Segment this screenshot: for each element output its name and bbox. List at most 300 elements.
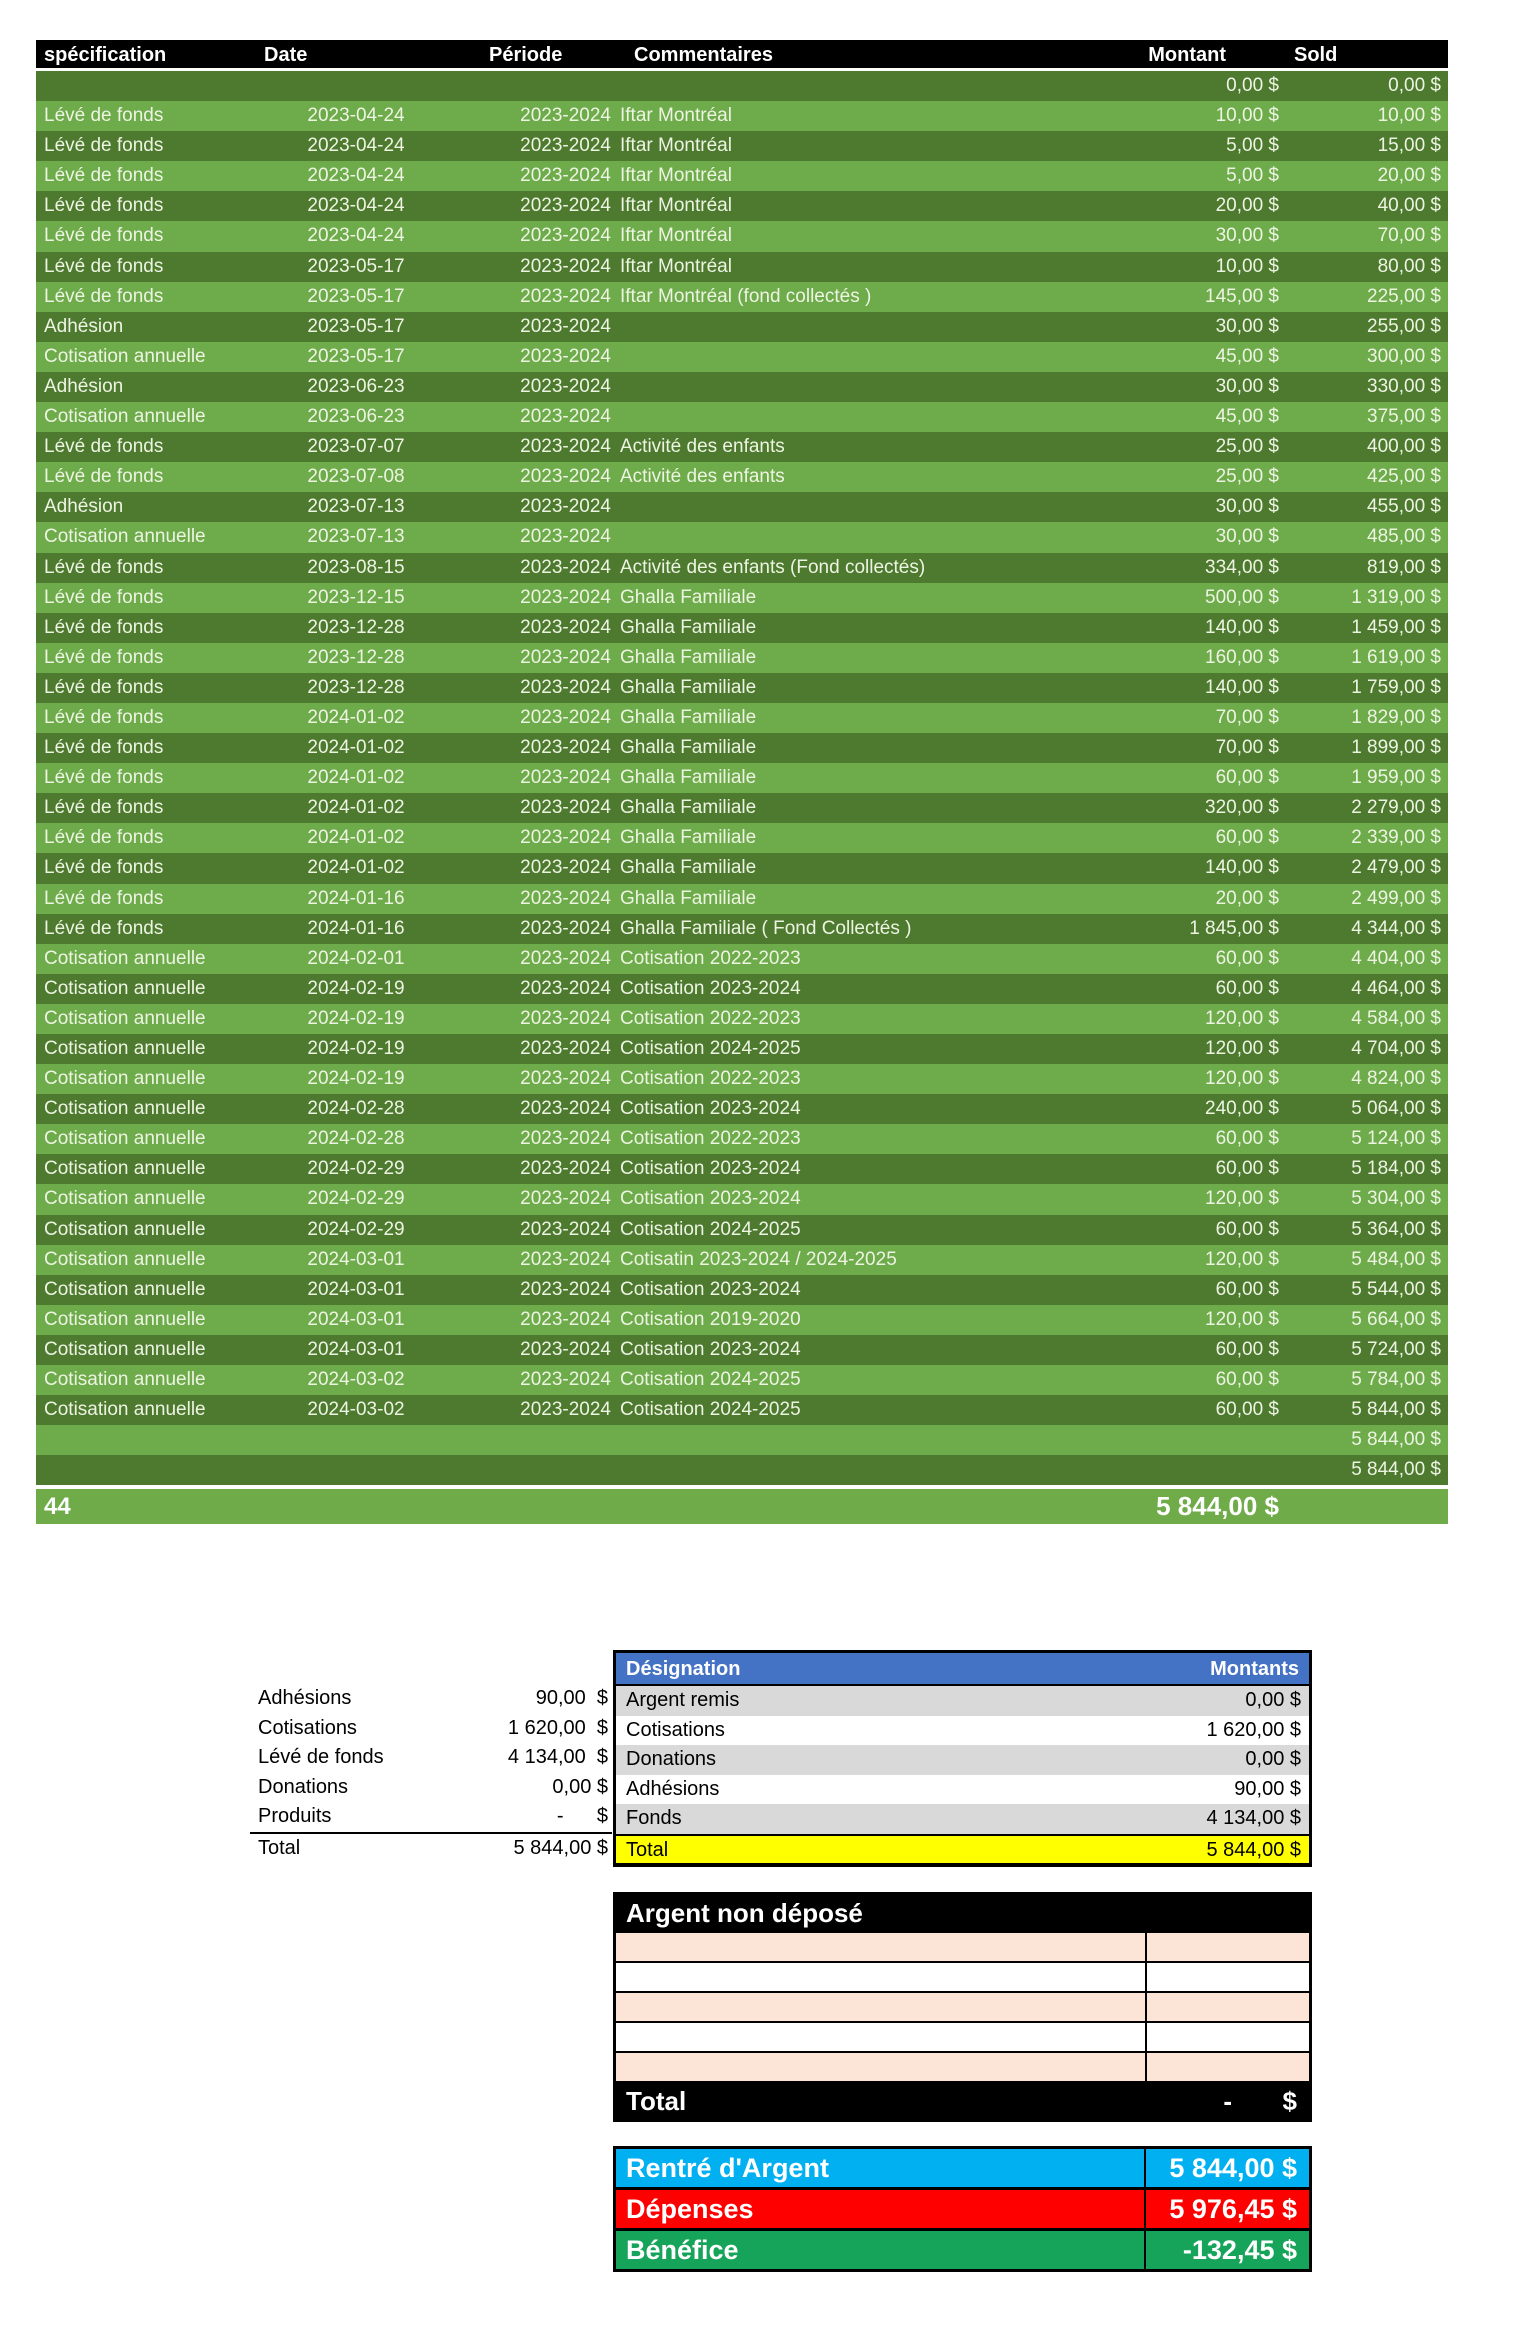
cell-sold[interactable]: 5 184,00 $ xyxy=(1351,1158,1441,1180)
summary-label[interactable]: Lévé de fonds xyxy=(258,1746,384,1768)
cell-sold[interactable]: 5 664,00 $ xyxy=(1351,1308,1441,1330)
summary-value[interactable]: 4 134,00 $ xyxy=(507,1746,608,1768)
table-row[interactable] xyxy=(36,1365,1448,1395)
table-row[interactable] xyxy=(36,613,1448,643)
designation-label[interactable]: Total xyxy=(626,1838,669,1861)
cell-commentaires[interactable]: Ghalla Familiale xyxy=(620,646,757,668)
table-row[interactable] xyxy=(36,161,1448,191)
summary-label[interactable]: Total xyxy=(258,1836,301,1859)
cell-sold[interactable]: 70,00 $ xyxy=(1377,225,1441,247)
cell-commentaires[interactable] xyxy=(616,402,1006,432)
cell-specification[interactable]: Cotisation annuelle xyxy=(44,977,206,999)
table-row[interactable] xyxy=(36,1275,1448,1305)
cell-date[interactable]: 2023-12-28 xyxy=(307,676,405,698)
cell-date[interactable]: 2024-03-02 xyxy=(307,1399,405,1421)
cell-date[interactable]: 2023-07-13 xyxy=(307,526,405,548)
header-specification[interactable]: spécification xyxy=(44,44,167,66)
cell-montant[interactable]: 500,00 $ xyxy=(1205,586,1279,608)
cell-periode[interactable]: 2023-2024 xyxy=(520,887,611,909)
cell-date[interactable]: 2023-07-07 xyxy=(307,436,405,458)
cell-periode[interactable]: 2023-2024 xyxy=(520,345,611,367)
argent-cell-description[interactable] xyxy=(616,1993,1147,2021)
table-row[interactable] xyxy=(36,1335,1448,1365)
cell-sold[interactable]: 1 759,00 $ xyxy=(1351,676,1441,698)
cell-specification[interactable]: Cotisation annuelle xyxy=(44,345,206,367)
summary-value[interactable]: 0,00 $ xyxy=(552,1775,608,1798)
cell-specification[interactable]: Cotisation annuelle xyxy=(44,1038,206,1059)
table-row[interactable] xyxy=(36,1094,1448,1124)
cell-sold[interactable]: 5 784,00 $ xyxy=(1351,1369,1441,1391)
cell-specification[interactable]: Lévé de fonds xyxy=(44,225,164,247)
cell-periode[interactable]: 2023-2024 xyxy=(520,1399,611,1421)
table-row[interactable] xyxy=(36,462,1448,492)
table-row[interactable] xyxy=(36,1455,1448,1485)
cell-date[interactable]: 2024-03-01 xyxy=(307,1278,405,1300)
cell-montant[interactable]: 30,00 $ xyxy=(1215,225,1279,247)
cell-date[interactable]: 2024-01-16 xyxy=(307,917,405,939)
cell-sold[interactable]: 5 484,00 $ xyxy=(1351,1248,1441,1270)
cell-montant[interactable]: 120,00 $ xyxy=(1205,1038,1279,1059)
cell-specification[interactable]: Cotisation annuelle xyxy=(44,406,206,428)
cell-sold[interactable]: 10,00 $ xyxy=(1377,105,1441,127)
cell-date[interactable]: 2023-05-17 xyxy=(307,285,405,307)
cell-sold[interactable]: 1 459,00 $ xyxy=(1351,616,1441,638)
cell-date[interactable]: 2023-04-24 xyxy=(307,165,405,187)
table-row[interactable] xyxy=(36,1184,1448,1214)
cell-specification[interactable]: Lévé de fonds xyxy=(44,887,164,909)
cell-specification[interactable]: Lévé de fonds xyxy=(44,646,164,668)
cell-commentaires[interactable]: Iftar Montréal xyxy=(620,225,732,247)
table-row[interactable] xyxy=(36,1154,1448,1184)
cell-sold[interactable]: 2 499,00 $ xyxy=(1351,887,1441,909)
cell-sold[interactable]: 20,00 $ xyxy=(1377,165,1441,187)
cell-sold[interactable]: 40,00 $ xyxy=(1377,195,1441,217)
cell-sold[interactable]: 2 479,00 $ xyxy=(1351,857,1441,879)
table-row[interactable] xyxy=(36,492,1448,522)
cell-commentaires[interactable]: Cotisation 2024-2025 xyxy=(620,1369,801,1391)
cell-montant[interactable]: 60,00 $ xyxy=(1215,1158,1279,1180)
table-row[interactable] xyxy=(36,583,1448,613)
table-row[interactable] xyxy=(36,372,1448,402)
grand-total[interactable]: 5 844,00 $ xyxy=(1156,1491,1279,1522)
cell-commentaires[interactable]: Iftar Montréal xyxy=(620,135,732,157)
cell-commentaires[interactable] xyxy=(616,492,1006,522)
cell-sold[interactable]: 225,00 $ xyxy=(1367,285,1441,307)
cell-montant[interactable]: 120,00 $ xyxy=(1205,1248,1279,1270)
cell-periode[interactable]: 2023-2024 xyxy=(520,436,611,458)
cell-montant[interactable]: 1 845,00 $ xyxy=(1189,917,1279,939)
row-count[interactable]: 44 xyxy=(44,1492,71,1520)
cell-periode[interactable]: 2023-2024 xyxy=(520,225,611,247)
cell-sold[interactable]: 300,00 $ xyxy=(1367,345,1441,367)
table-row[interactable] xyxy=(36,643,1448,673)
cell-periode[interactable]: 2023-2024 xyxy=(520,706,611,728)
argent-cell-amount[interactable] xyxy=(1147,2023,1309,2051)
cell-specification[interactable]: Lévé de fonds xyxy=(44,797,164,819)
cell-sold[interactable]: 255,00 $ xyxy=(1367,315,1441,337)
argent-cell-description[interactable] xyxy=(616,1963,1147,1991)
argent-cell-amount[interactable] xyxy=(1147,1963,1309,1991)
cell-montant[interactable]: 5,00 $ xyxy=(1226,135,1279,157)
cell-montant[interactable]: 45,00 $ xyxy=(1215,406,1279,428)
cell-montant[interactable]: 60,00 $ xyxy=(1215,977,1279,999)
cell-commentaires[interactable] xyxy=(616,342,1006,372)
summary-value[interactable]: 5 844,00 $ xyxy=(513,1836,608,1859)
cell-specification[interactable]: Lévé de fonds xyxy=(44,737,164,759)
cell-date[interactable]: 2024-01-02 xyxy=(307,767,405,789)
table-row[interactable] xyxy=(36,191,1448,221)
cell-date[interactable]: 2024-02-19 xyxy=(307,1068,405,1090)
cell-periode[interactable] xyxy=(476,1425,616,1455)
cell-montant[interactable] xyxy=(1006,1455,1286,1485)
cell-periode[interactable]: 2023-2024 xyxy=(520,737,611,759)
cell-periode[interactable]: 2023-2024 xyxy=(520,797,611,819)
cell-commentaires[interactable] xyxy=(616,1455,1006,1485)
cell-date[interactable]: 2023-04-24 xyxy=(307,105,405,127)
cell-specification[interactable]: Cotisation annuelle xyxy=(44,1188,206,1210)
cell-periode[interactable]: 2023-2024 xyxy=(520,195,611,217)
cell-periode[interactable]: 2023-2024 xyxy=(520,1308,611,1330)
cell-specification[interactable]: Cotisation annuelle xyxy=(44,1068,206,1090)
cell-commentaires[interactable]: Iftar Montréal xyxy=(620,165,732,187)
table-row[interactable] xyxy=(36,71,1448,101)
cell-montant[interactable]: 60,00 $ xyxy=(1215,767,1279,789)
cell-sold[interactable]: 5 064,00 $ xyxy=(1351,1098,1441,1120)
cell-date[interactable]: 2024-02-01 xyxy=(307,947,405,969)
cell-sold[interactable]: 4 404,00 $ xyxy=(1351,947,1441,969)
cell-specification[interactable]: Cotisation annuelle xyxy=(44,1369,206,1391)
cell-montant[interactable]: 20,00 $ xyxy=(1215,887,1279,909)
cell-sold[interactable]: 5 304,00 $ xyxy=(1351,1188,1441,1210)
cell-montant[interactable]: 5,00 $ xyxy=(1226,165,1279,187)
designation-value[interactable]: 90,00 $ xyxy=(1234,1777,1301,1800)
cell-commentaires[interactable]: Iftar Montréal xyxy=(620,255,732,277)
cell-specification[interactable]: Cotisation annuelle xyxy=(44,1338,206,1360)
cell-montant[interactable]: 70,00 $ xyxy=(1215,706,1279,728)
montants-header-label[interactable]: Montants xyxy=(1210,1658,1299,1680)
argent-cell-amount[interactable] xyxy=(1147,1993,1309,2021)
cell-sold[interactable]: 2 339,00 $ xyxy=(1351,827,1441,849)
table-row[interactable] xyxy=(36,673,1448,703)
cell-date[interactable]: 2023-12-28 xyxy=(307,646,405,668)
cell-periode[interactable]: 2023-2024 xyxy=(520,977,611,999)
cell-specification[interactable]: Cotisation annuelle xyxy=(44,1007,206,1029)
cell-date[interactable] xyxy=(236,71,476,101)
cell-periode[interactable]: 2023-2024 xyxy=(520,315,611,337)
cell-commentaires[interactable]: Cotisation 2023-2024 xyxy=(620,1158,801,1180)
cell-specification[interactable]: Lévé de fonds xyxy=(44,767,164,789)
cell-sold[interactable]: 5 544,00 $ xyxy=(1351,1278,1441,1300)
table-row[interactable] xyxy=(36,974,1448,1004)
cell-commentaires[interactable]: Iftar Montréal xyxy=(620,195,732,217)
designation-value[interactable]: 5 844,00 $ xyxy=(1206,1838,1301,1861)
cell-commentaires[interactable]: Ghalla Familiale xyxy=(620,857,757,879)
cell-date[interactable]: 2024-01-02 xyxy=(307,857,405,879)
cell-montant[interactable]: 0,00 $ xyxy=(1226,75,1279,96)
designation-label[interactable]: Cotisations xyxy=(626,1718,725,1741)
cell-date[interactable]: 2024-02-19 xyxy=(307,977,405,999)
cell-sold[interactable]: 15,00 $ xyxy=(1377,135,1441,157)
cell-date[interactable]: 2024-02-28 xyxy=(307,1128,405,1150)
cell-commentaires[interactable]: Cotisation 2022-2023 xyxy=(620,1068,801,1090)
cell-specification[interactable]: Lévé de fonds xyxy=(44,255,164,277)
cell-commentaires[interactable]: Activité des enfants xyxy=(620,466,785,488)
cell-specification[interactable]: Cotisation annuelle xyxy=(44,1098,206,1120)
table-row[interactable] xyxy=(36,914,1448,944)
table-row[interactable] xyxy=(36,101,1448,131)
table-row[interactable] xyxy=(36,282,1448,312)
cell-commentaires[interactable]: Cotisation 2024-2025 xyxy=(620,1399,801,1421)
table-row[interactable] xyxy=(36,131,1448,161)
designation-value[interactable]: 0,00 $ xyxy=(1245,1748,1301,1770)
cell-specification[interactable]: Lévé de fonds xyxy=(44,285,164,307)
cell-montant[interactable]: 10,00 $ xyxy=(1215,105,1279,127)
table-row[interactable] xyxy=(36,944,1448,974)
cell-periode[interactable]: 2023-2024 xyxy=(520,496,611,518)
cell-montant[interactable]: 30,00 $ xyxy=(1215,315,1279,337)
cell-periode[interactable]: 2023-2024 xyxy=(520,556,611,578)
cell-montant[interactable]: 60,00 $ xyxy=(1215,1369,1279,1391)
cell-date[interactable]: 2024-03-01 xyxy=(307,1338,405,1360)
cell-periode[interactable]: 2023-2024 xyxy=(520,1338,611,1360)
cell-montant[interactable]: 70,00 $ xyxy=(1215,737,1279,759)
designation-value[interactable]: 0,00 $ xyxy=(1245,1689,1301,1711)
cell-commentaires[interactable]: Ghalla Familiale xyxy=(620,827,757,849)
cell-periode[interactable]: 2023-2024 xyxy=(520,586,611,608)
table-row[interactable] xyxy=(36,733,1448,763)
table-row[interactable] xyxy=(36,221,1448,251)
cell-commentaires[interactable]: Cotisation 2023-2024 xyxy=(620,1188,801,1210)
cell-sold[interactable]: 5 124,00 $ xyxy=(1351,1128,1441,1150)
cell-montant[interactable]: 140,00 $ xyxy=(1205,676,1279,698)
cell-commentaires[interactable]: Ghalla Familiale xyxy=(620,706,757,728)
cell-specification[interactable]: Adhésion xyxy=(44,315,124,337)
cell-specification[interactable]: Cotisation annuelle xyxy=(44,1308,206,1330)
cell-periode[interactable]: 2023-2024 xyxy=(520,375,611,397)
cell-sold[interactable]: 2 279,00 $ xyxy=(1351,797,1441,819)
summary-value[interactable]: 90,00 $ xyxy=(535,1687,608,1709)
argent-cell-amount[interactable] xyxy=(1147,1933,1309,1961)
cell-periode[interactable]: 2023-2024 xyxy=(520,1007,611,1029)
cell-montant[interactable]: 120,00 $ xyxy=(1205,1068,1279,1090)
cell-specification[interactable]: Lévé de fonds xyxy=(44,165,164,187)
cell-periode[interactable]: 2023-2024 xyxy=(520,255,611,277)
cell-date[interactable]: 2024-01-02 xyxy=(307,797,405,819)
cell-specification[interactable]: Lévé de fonds xyxy=(44,857,164,879)
cell-commentaires[interactable]: Cotisation 2022-2023 xyxy=(620,1007,801,1029)
cell-periode[interactable]: 2023-2024 xyxy=(520,406,611,428)
cell-montant[interactable]: 120,00 $ xyxy=(1205,1007,1279,1029)
cell-montant[interactable]: 30,00 $ xyxy=(1215,526,1279,548)
cell-specification[interactable]: Cotisation annuelle xyxy=(44,1218,206,1240)
table-row[interactable] xyxy=(36,1215,1448,1245)
cell-periode[interactable]: 2023-2024 xyxy=(520,165,611,187)
summary-label[interactable]: Donations xyxy=(258,1775,349,1798)
cell-periode[interactable]: 2023-2024 xyxy=(520,135,611,157)
table-row[interactable] xyxy=(36,703,1448,733)
cell-date[interactable]: 2023-07-08 xyxy=(307,466,405,488)
cell-periode[interactable]: 2023-2024 xyxy=(520,1038,611,1059)
cell-commentaires[interactable] xyxy=(616,312,1006,342)
cell-date[interactable]: 2024-03-01 xyxy=(307,1248,405,1270)
cell-commentaires[interactable]: Ghalla Familiale ( Fond Collectés ) xyxy=(620,917,912,939)
cell-date[interactable]: 2023-05-17 xyxy=(307,255,405,277)
cell-periode[interactable]: 2023-2024 xyxy=(520,1248,611,1270)
cell-specification[interactable]: Cotisation annuelle xyxy=(44,1128,206,1150)
cell-date[interactable]: 2023-06-23 xyxy=(307,406,405,428)
cell-sold[interactable]: 5 844,00 $ xyxy=(1351,1459,1441,1481)
designation-value[interactable]: 1 620,00 $ xyxy=(1206,1718,1301,1741)
cell-date[interactable]: 2023-05-17 xyxy=(307,345,405,367)
cell-periode[interactable]: 2023-2024 xyxy=(520,917,611,939)
table-row[interactable] xyxy=(36,1064,1448,1094)
table-row[interactable] xyxy=(36,793,1448,823)
cell-periode[interactable] xyxy=(476,71,616,101)
cell-sold[interactable]: 330,00 $ xyxy=(1367,375,1441,397)
cell-periode[interactable]: 2023-2024 xyxy=(520,676,611,698)
cell-commentaires[interactable] xyxy=(616,522,1006,552)
cell-montant[interactable]: 240,00 $ xyxy=(1205,1098,1279,1120)
cell-sold[interactable]: 5 844,00 $ xyxy=(1351,1429,1441,1451)
cell-sold[interactable]: 4 704,00 $ xyxy=(1351,1038,1441,1059)
cell-montant[interactable]: 30,00 $ xyxy=(1215,375,1279,397)
cell-date[interactable]: 2023-04-24 xyxy=(307,225,405,247)
table-row[interactable] xyxy=(36,884,1448,914)
cell-specification[interactable]: Lévé de fonds xyxy=(44,586,164,608)
cell-specification[interactable]: Cotisation annuelle xyxy=(44,1278,206,1300)
cell-sold[interactable]: 375,00 $ xyxy=(1367,406,1441,428)
cell-periode[interactable]: 2023-2024 xyxy=(520,646,611,668)
cell-commentaires[interactable]: Ghalla Familiale xyxy=(620,797,757,819)
cell-specification[interactable]: Lévé de fonds xyxy=(44,676,164,698)
table-row[interactable] xyxy=(36,1395,1448,1425)
argent-cell-description[interactable] xyxy=(616,2023,1147,2051)
summary-label[interactable]: Adhésions xyxy=(258,1687,352,1709)
cell-periode[interactable]: 2023-2024 xyxy=(520,526,611,548)
cell-date[interactable]: 2024-02-29 xyxy=(307,1188,405,1210)
cell-montant[interactable]: 25,00 $ xyxy=(1215,436,1279,458)
cell-sold[interactable]: 4 344,00 $ xyxy=(1351,917,1441,939)
designation-label[interactable]: Argent remis xyxy=(626,1689,740,1711)
cell-periode[interactable]: 2023-2024 xyxy=(520,1068,611,1090)
cell-sold[interactable]: 0,00 $ xyxy=(1388,75,1441,96)
cell-date[interactable]: 2023-12-28 xyxy=(307,616,405,638)
cell-montant[interactable]: 60,00 $ xyxy=(1215,1399,1279,1421)
cell-date[interactable]: 2024-01-02 xyxy=(307,737,405,759)
cell-montant[interactable]: 30,00 $ xyxy=(1215,496,1279,518)
cell-commentaires[interactable]: Cotisation 2023-2024 xyxy=(620,1338,801,1360)
designation-label[interactable]: Donations xyxy=(626,1748,717,1770)
cell-montant[interactable]: 120,00 $ xyxy=(1205,1308,1279,1330)
cell-montant[interactable]: 120,00 $ xyxy=(1205,1188,1279,1210)
cell-specification[interactable]: Lévé de fonds xyxy=(44,466,164,488)
table-row[interactable] xyxy=(36,522,1448,552)
table-row[interactable] xyxy=(36,312,1448,342)
argent-cell-description[interactable] xyxy=(616,1933,1147,1961)
cell-sold[interactable]: 455,00 $ xyxy=(1367,496,1441,518)
cell-commentaires[interactable]: Cotisation 2024-2025 xyxy=(620,1218,801,1240)
cell-date[interactable] xyxy=(236,1425,476,1455)
cell-specification[interactable] xyxy=(36,1455,236,1485)
cell-specification[interactable]: Lévé de fonds xyxy=(44,556,164,578)
cell-specification[interactable] xyxy=(36,1425,236,1455)
cell-specification[interactable]: Lévé de fonds xyxy=(44,616,164,638)
cell-specification[interactable]: Lévé de fonds xyxy=(44,706,164,728)
cell-date[interactable]: 2024-02-29 xyxy=(307,1158,405,1180)
cell-commentaires[interactable]: Ghalla Familiale xyxy=(620,737,757,759)
cell-commentaires[interactable]: Iftar Montréal xyxy=(620,105,732,127)
header-date[interactable]: Date xyxy=(264,44,308,66)
cell-montant[interactable]: 25,00 $ xyxy=(1215,466,1279,488)
cell-periode[interactable]: 2023-2024 xyxy=(520,285,611,307)
cell-specification[interactable]: Cotisation annuelle xyxy=(44,1399,206,1421)
cell-montant[interactable] xyxy=(1006,1425,1286,1455)
argent-cell-description[interactable] xyxy=(616,2053,1147,2081)
cell-commentaires[interactable]: Cotisation 2023-2024 xyxy=(620,1098,801,1120)
cell-date[interactable]: 2023-08-15 xyxy=(307,556,405,578)
cell-commentaires[interactable]: Cotisation 2023-2024 xyxy=(620,1278,801,1300)
cell-periode[interactable]: 2023-2024 xyxy=(520,1158,611,1180)
cell-commentaires[interactable]: Activité des enfants (Fond collectés) xyxy=(620,556,926,578)
cell-montant[interactable]: 320,00 $ xyxy=(1205,797,1279,819)
cell-montant[interactable]: 60,00 $ xyxy=(1215,827,1279,849)
cell-sold[interactable]: 1 829,00 $ xyxy=(1351,706,1441,728)
cell-montant[interactable]: 60,00 $ xyxy=(1215,947,1279,969)
cell-date[interactable]: 2024-02-19 xyxy=(307,1007,405,1029)
cell-specification[interactable]: Adhésion xyxy=(44,375,124,397)
summary-label[interactable]: Produits xyxy=(258,1805,332,1827)
cell-sold[interactable]: 4 824,00 $ xyxy=(1351,1068,1441,1090)
cell-periode[interactable]: 2023-2024 xyxy=(520,1098,611,1120)
cell-periode[interactable]: 2023-2024 xyxy=(520,767,611,789)
designation-label[interactable]: Adhésions xyxy=(626,1777,720,1800)
table-row[interactable] xyxy=(36,1034,1448,1064)
header-sold[interactable]: Sold xyxy=(1294,44,1338,66)
header-commentaires[interactable]: Commentaires xyxy=(634,44,773,66)
cell-periode[interactable]: 2023-2024 xyxy=(520,466,611,488)
cell-date[interactable]: 2024-02-28 xyxy=(307,1098,405,1120)
cell-periode[interactable]: 2023-2024 xyxy=(520,947,611,969)
cell-date[interactable]: 2024-02-29 xyxy=(307,1218,405,1240)
cell-montant[interactable]: 145,00 $ xyxy=(1205,285,1279,307)
cell-montant[interactable]: 20,00 $ xyxy=(1215,195,1279,217)
cell-montant[interactable]: 334,00 $ xyxy=(1205,556,1279,578)
cell-sold[interactable]: 1 619,00 $ xyxy=(1351,646,1441,668)
cell-sold[interactable]: 4 584,00 $ xyxy=(1351,1007,1441,1029)
cell-commentaires[interactable] xyxy=(616,372,1006,402)
cell-periode[interactable] xyxy=(476,1455,616,1485)
cell-date[interactable]: 2023-04-24 xyxy=(307,135,405,157)
cell-specification[interactable]: Lévé de fonds xyxy=(44,105,164,127)
cell-date[interactable]: 2023-05-17 xyxy=(307,315,405,337)
cell-montant[interactable]: 160,00 $ xyxy=(1205,646,1279,668)
cell-periode[interactable]: 2023-2024 xyxy=(520,1188,611,1210)
table-row[interactable] xyxy=(36,1004,1448,1034)
cell-specification[interactable] xyxy=(36,71,236,101)
cell-periode[interactable]: 2023-2024 xyxy=(520,1128,611,1150)
cell-date[interactable]: 2023-04-24 xyxy=(307,195,405,217)
cell-commentaires[interactable] xyxy=(616,71,1006,101)
cell-periode[interactable]: 2023-2024 xyxy=(520,1278,611,1300)
cell-commentaires[interactable]: Cotisation 2022-2023 xyxy=(620,1128,801,1150)
cell-date[interactable]: 2023-07-13 xyxy=(307,496,405,518)
cell-specification[interactable]: Lévé de fonds xyxy=(44,436,164,458)
cell-sold[interactable]: 4 464,00 $ xyxy=(1351,977,1441,999)
cell-date[interactable] xyxy=(236,1455,476,1485)
table-row[interactable] xyxy=(36,1245,1448,1275)
cell-sold[interactable]: 819,00 $ xyxy=(1367,556,1441,578)
table-row[interactable] xyxy=(36,853,1448,883)
